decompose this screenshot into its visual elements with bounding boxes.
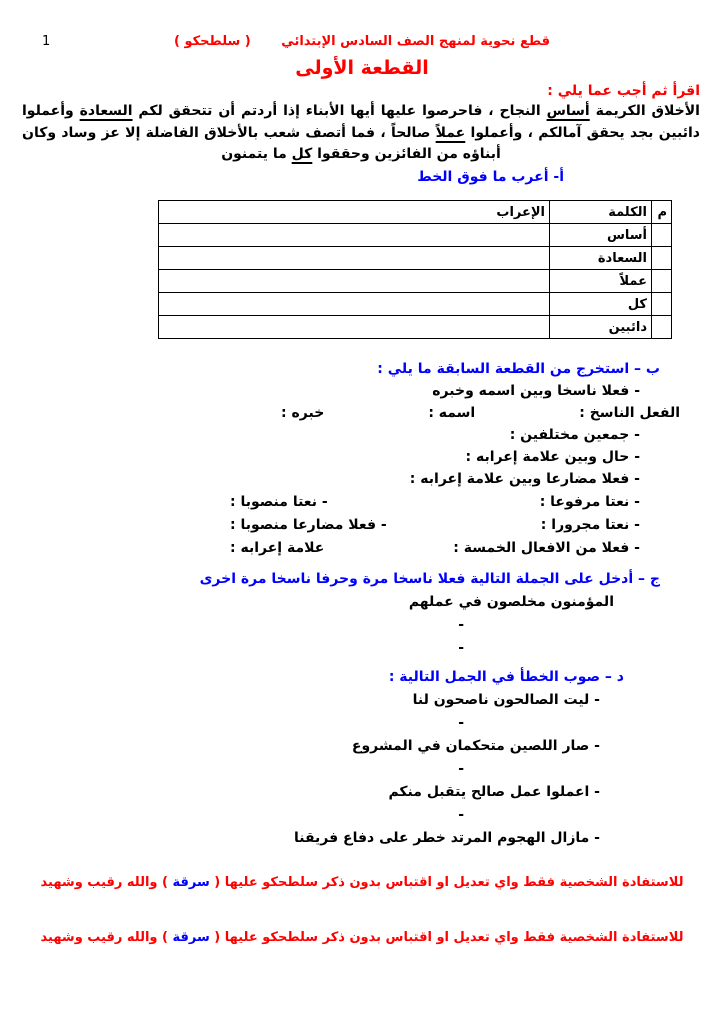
column-header-word: الكلمة: [550, 201, 652, 224]
section-c: [0, 569, 724, 659]
passage-underlined-word: كل: [291, 146, 313, 163]
section-a-heading: أ- أعرب ما فوق الخط: [417, 169, 564, 186]
copyright-highlight-word: سرقة: [172, 930, 210, 946]
irab-answer-cell: [159, 247, 550, 270]
copyright-text: للاستفادة الشخصية فقط واي تعديل او اقتباس بدون ذكر سلطحكو عليها (: [209, 930, 684, 946]
copyright-text: للاستفادة الشخصية فقط واي تعديل او اقتباس بدون ذكر سلطحكو عليها (: [209, 875, 684, 891]
pair-left-item: - نعتا منصوبا :: [230, 494, 328, 511]
document-header-title: قطع نحوية لمنهج الصف السادس الإبتدائي: [281, 34, 551, 49]
irab-table: [158, 200, 672, 339]
section-d-sentence: - مازال الهجوم المرتد خطر على دفاع فريقنا: [293, 830, 600, 847]
section-b-heading: ب – استخرج من القطعة السابقة ما يلي :: [377, 361, 660, 378]
irab-answer-cell: [159, 316, 550, 339]
irab-answer-cell: [159, 293, 550, 316]
section-d-heading: د – صوب الخطأ في الجمل التالية :: [388, 669, 624, 686]
pair-right-item: - نعتا مجرورا :: [540, 517, 640, 534]
page-header: [0, 34, 724, 54]
section-b-item-pair: [230, 515, 640, 536]
passage-underlined-word: عملاً: [435, 124, 466, 141]
section-c-heading: ج – أدخل على الجملة التالية فعلا ناسخا مرة وحرفا ناسخا مرة اخرى: [199, 571, 660, 588]
document-header-author: ( سلطحكو ): [173, 34, 251, 49]
table-row: [159, 247, 672, 270]
answer-dash: -: [458, 715, 464, 732]
answer-dash: -: [458, 617, 464, 634]
copyright-text: ) والله رقيب وشهيد: [40, 875, 173, 891]
section-c-sentence: المؤمنون مخلصون في عملهم: [408, 594, 614, 611]
column-header-irab: الإعراب: [159, 201, 550, 224]
copyright-highlight-word: سرقة: [172, 875, 210, 891]
passage-underlined-word: السعادة: [79, 103, 133, 119]
number-cell: [652, 316, 672, 339]
section-d-sentence: - صار اللصين متحكمان في المشروع: [351, 738, 600, 755]
table-row: [159, 270, 672, 293]
pair-left-item: علامة إعرابه :: [230, 540, 325, 557]
section-b-item-pair: [230, 538, 640, 559]
reading-passage: [22, 101, 700, 166]
section-d: [0, 667, 724, 849]
answer-dash: -: [458, 640, 464, 657]
table-row: [159, 316, 672, 339]
passage-segment: وأعملوا دائبين بجد يحقق آمالكم ، وأعملوا: [22, 103, 700, 141]
section-b-item: - فعلا مضارعا وبين علامة إعرابه :: [409, 471, 640, 488]
word-cell: دائبين: [550, 316, 652, 339]
nasikh-answer-row: [230, 403, 680, 424]
section-d-sentence: - اعملوا عمل صالح يتقبل منكم: [388, 784, 600, 801]
page-number: 1: [42, 34, 51, 49]
section-b-item: - فعلا ناسخا وبين اسمه وخبره: [432, 383, 640, 400]
number-cell: [652, 247, 672, 270]
number-cell: [652, 224, 672, 247]
column-header-number: م: [652, 201, 672, 224]
word-cell: عملاً: [550, 270, 652, 293]
read-instruction: اقرأ ثم أجب عما يلي :: [547, 83, 700, 99]
nasikh-ism-label: اسمه :: [428, 405, 476, 422]
irab-answer-cell: [159, 224, 550, 247]
word-cell: أساس: [550, 224, 652, 247]
number-cell: [652, 270, 672, 293]
table-row: [159, 224, 672, 247]
section-b-item: - جمعين مختلفين :: [509, 427, 640, 444]
nasikh-verb-label: الفعل الناسخ :: [579, 405, 680, 422]
section-b: [0, 359, 724, 559]
passage-underlined-word: أساس: [546, 103, 590, 119]
page-title: القطعة الأولى: [295, 57, 429, 79]
copyright-text: ) والله رقيب وشهيد: [40, 930, 173, 946]
passage-segment: ما يتمنون: [221, 146, 292, 163]
number-cell: [652, 293, 672, 316]
passage-segment: النجاح ، فاحرصوا عليها أيها الأبناء إذا أردتم أن تتحقق لكم: [132, 103, 547, 119]
pair-left-item: - فعلا مضارعا منصوبا :: [230, 517, 387, 534]
word-cell: كل: [550, 293, 652, 316]
passage-segment: الأخلاق الكريمة: [589, 103, 700, 119]
table-header-row: [159, 201, 672, 224]
section-b-item: - حال وبين علامة إعرابه :: [465, 449, 640, 466]
section-b-item-pair: [230, 492, 640, 513]
nasikh-khabar-label: خبره :: [281, 405, 325, 422]
table-row: [159, 293, 672, 316]
irab-answer-cell: [159, 270, 550, 293]
copyright-notice: [0, 930, 724, 945]
pair-right-item: - نعتا مرفوعا :: [539, 494, 640, 511]
answer-dash: -: [458, 807, 464, 824]
copyright-notice: [0, 875, 724, 890]
passage-segment: صالحاً ، فما أتصف شعب بالأخلاق الفاضلة إلا عز وساد وكان أبناؤه من الفائزين وحققوا: [22, 124, 501, 163]
pair-right-item: - فعلا من الافعال الخمسة :: [453, 540, 640, 557]
word-cell: السعادة: [550, 247, 652, 270]
section-d-sentence: - ليت الصالحون ناصحون لنا: [412, 692, 600, 709]
answer-dash: -: [458, 761, 464, 778]
